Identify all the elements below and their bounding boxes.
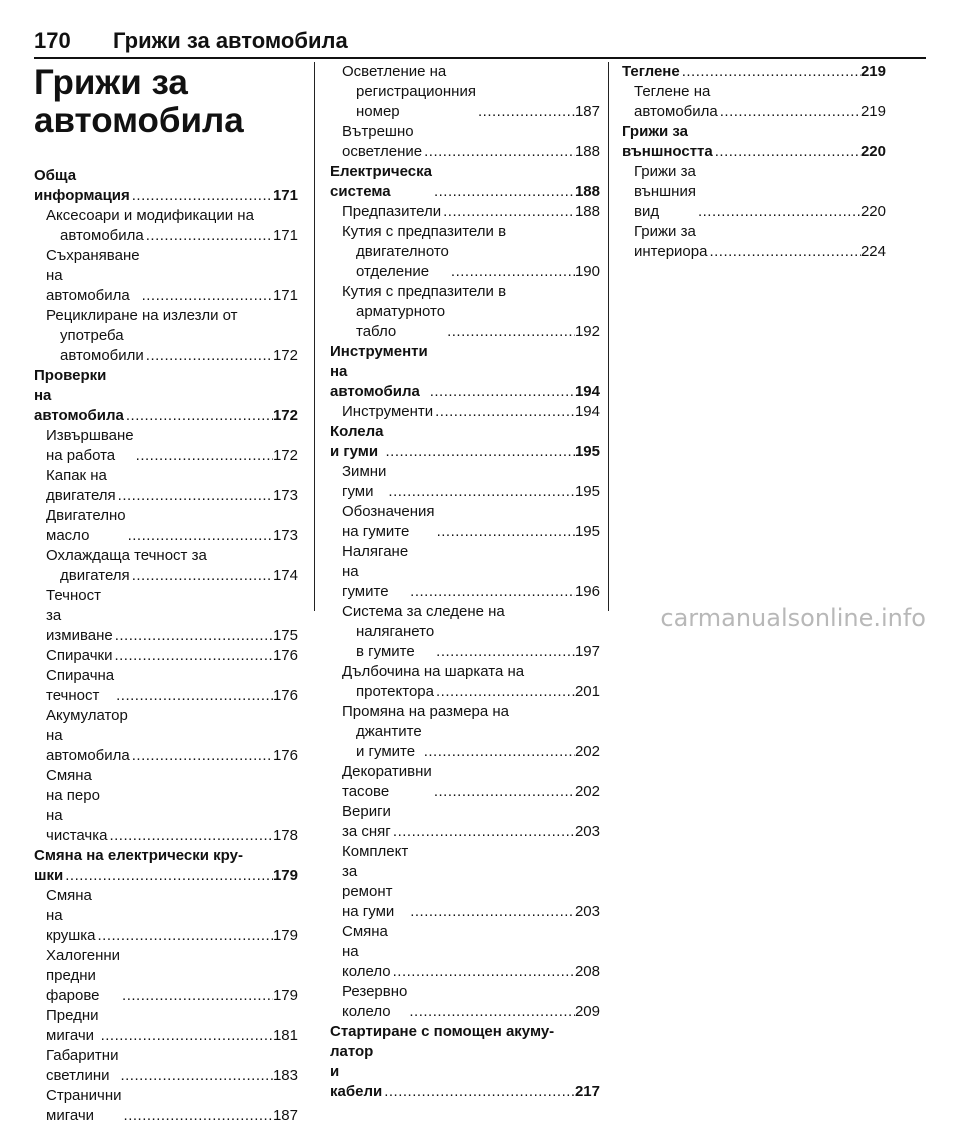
toc-entry[interactable]: [330, 842, 600, 922]
toc-entry[interactable]: [330, 682, 600, 702]
toc-column-3: [622, 62, 886, 262]
toc-section-entry[interactable]: [330, 342, 600, 402]
toc-entry-label: Капак на двигателя: [46, 467, 116, 504]
toc-entry-label: двигателя: [60, 567, 130, 584]
toc-entry-label: Грижи за външния вид: [634, 163, 696, 220]
column-divider: [314, 62, 315, 611]
dot-leader: [107, 826, 273, 846]
dot-leader: [422, 142, 575, 162]
toc-entry[interactable]: [330, 242, 600, 282]
dot-leader: [126, 526, 273, 546]
toc-page-number: 172: [272, 447, 298, 464]
toc-entry[interactable]: [34, 1086, 298, 1126]
dot-leader: [130, 746, 273, 766]
toc-page-number: 219: [860, 103, 886, 120]
toc-section-entry[interactable]: [34, 366, 298, 426]
toc-entry[interactable]: [34, 466, 298, 506]
toc-entry-line: Система за следене на: [342, 603, 505, 620]
dot-leader: [428, 382, 575, 402]
column-divider: [608, 62, 609, 611]
toc-section-entry[interactable]: [34, 866, 298, 886]
toc-entry[interactable]: [330, 82, 600, 122]
toc-section-entry[interactable]: [330, 162, 600, 202]
toc-page-number: 197: [574, 643, 600, 660]
dot-leader: [407, 1002, 575, 1022]
dot-leader: [63, 866, 273, 886]
toc-page-number: 209: [574, 1003, 600, 1020]
toc-entry[interactable]: [330, 302, 600, 342]
toc-entry[interactable]: [330, 622, 600, 662]
toc-page-number: 179: [272, 987, 298, 1004]
toc-entry-line: Смяна на електрически кру-: [34, 847, 243, 864]
toc-entry-label: Обща информация: [34, 167, 130, 204]
toc-entry[interactable]: [330, 802, 600, 842]
toc-entry-label: Странични мигачи: [46, 1087, 122, 1124]
toc-entry-label: Габаритни светлини: [46, 1047, 119, 1084]
toc-page-number: 219: [860, 63, 886, 80]
toc-entry-label: Смяна на крушка: [46, 887, 96, 944]
toc-entry[interactable]: [34, 886, 298, 946]
dot-leader: [122, 1106, 273, 1126]
toc-entry[interactable]: [330, 462, 600, 502]
dot-leader: [408, 582, 575, 602]
dot-leader: [386, 482, 575, 502]
dot-leader: [391, 822, 575, 842]
dot-leader: [449, 262, 575, 282]
dot-leader: [96, 926, 273, 946]
toc-entry-label: Налягане на гумите: [342, 543, 409, 600]
toc-page-number: 176: [272, 747, 298, 764]
toc-page-number: 176: [272, 647, 298, 664]
dot-leader: [144, 226, 273, 246]
toc-page-number: 224: [860, 243, 886, 260]
toc-page-number: 201: [574, 683, 600, 700]
toc-page-number: 217: [574, 1083, 600, 1100]
toc-entry-label: Декоративни тасове: [342, 763, 432, 800]
toc-entry[interactable]: [330, 502, 600, 542]
toc-page-number: 195: [574, 483, 600, 500]
toc-page-number: 195: [574, 523, 600, 540]
dot-leader: [382, 1082, 575, 1102]
dot-leader: [130, 186, 273, 206]
toc-entry[interactable]: [34, 646, 298, 666]
watermark: carmanualsonline.info: [660, 604, 926, 632]
dot-leader: [120, 986, 273, 1006]
dot-leader: [680, 62, 861, 82]
toc-entry-label: Инструменти на автомобила: [330, 343, 428, 400]
toc-entry-label: Инструменти: [342, 403, 434, 420]
toc-page-number: 171: [272, 287, 298, 304]
toc-page-number: 181: [272, 1027, 298, 1044]
toc-page-number: 220: [860, 143, 886, 160]
toc-entry[interactable]: [330, 542, 600, 602]
toc-entry-label: Обозначения на гумите: [342, 503, 435, 540]
toc-section-entry[interactable]: [34, 166, 298, 206]
toc-entry-line: Промяна на размера на: [342, 703, 510, 720]
toc-entry[interactable]: [34, 706, 298, 766]
dot-leader: [99, 1026, 273, 1046]
chapter-title-line: автомобила: [34, 101, 244, 140]
toc-entry[interactable]: [330, 402, 600, 422]
toc-page-number: 179: [272, 867, 298, 884]
toc-entry[interactable]: [34, 246, 298, 306]
toc-entry-label: Комплект за ремонт на гуми: [342, 843, 409, 920]
toc-entry-label: Теглене на автомобила: [634, 83, 718, 120]
toc-page-number: 176: [272, 687, 298, 704]
dot-leader: [441, 202, 575, 222]
toc-entry-label: Течност за измиване: [46, 587, 113, 644]
toc-entry-line: Охлаждаща течност за: [46, 547, 207, 564]
toc-page-number: 202: [574, 783, 600, 800]
toc-page-number: 203: [574, 903, 600, 920]
dot-leader: [391, 962, 575, 982]
toc-entry[interactable]: [34, 566, 298, 586]
dot-leader: [432, 782, 575, 802]
toc-entry-line: Аксесоари и модификации на: [46, 207, 254, 224]
toc-entry-label: Резервно колело: [342, 983, 408, 1020]
dot-leader: [130, 566, 273, 586]
toc-entry-label: употреба автомобили: [60, 327, 144, 364]
toc-entry[interactable]: [34, 946, 298, 1006]
toc-page-number: 202: [574, 743, 600, 760]
page-number: 170: [34, 28, 71, 53]
toc-entry[interactable]: [34, 1006, 298, 1046]
toc-entry[interactable]: [330, 982, 600, 1022]
toc-section-entry[interactable]: [330, 1042, 600, 1102]
dot-leader: [445, 322, 575, 342]
dot-leader: [422, 742, 575, 762]
toc-entry-label: джантите и гумите: [356, 723, 422, 760]
toc-entry-label: Предпазители: [342, 203, 442, 220]
toc-page-number: 188: [574, 143, 600, 160]
toc-page-number: 172: [272, 347, 298, 364]
toc-entry-label: арматурното табло: [356, 303, 446, 340]
toc-page-number: 174: [272, 567, 298, 584]
toc-entry-label: налягането в гумите: [356, 623, 435, 660]
toc-page-number: 171: [272, 227, 298, 244]
toc-list: [622, 62, 886, 262]
toc-page-number: 179: [272, 927, 298, 944]
toc-entry[interactable]: [330, 922, 600, 982]
toc-section-entry[interactable]: [330, 422, 600, 462]
dot-leader: [713, 142, 861, 162]
toc-entry-label: Вътрешно осветление: [342, 123, 423, 160]
toc-entry-label: Грижи за интериора: [634, 223, 708, 260]
dot-leader: [384, 442, 575, 462]
dot-leader: [144, 346, 273, 366]
toc-page-number: 194: [574, 403, 600, 420]
toc-entry-label: Смяна на перо на чистачка: [46, 767, 108, 844]
dot-leader: [696, 202, 861, 222]
toc-entry[interactable]: [622, 222, 886, 262]
toc-column-1: [34, 62, 298, 1126]
toc-entry-line: Дълбочина на шарката на: [342, 663, 525, 680]
toc-entry[interactable]: [330, 202, 600, 222]
toc-entry[interactable]: [34, 426, 298, 466]
toc-page-number: 188: [574, 183, 600, 200]
toc-entry[interactable]: [622, 162, 886, 222]
toc-page-number: 194: [574, 383, 600, 400]
toc-entry-label: Спирачки: [46, 647, 113, 664]
toc-entry[interactable]: [330, 122, 600, 162]
toc-entry[interactable]: [622, 82, 886, 122]
dot-leader: [432, 182, 575, 202]
toc-entry[interactable]: [34, 586, 298, 646]
page-header: [0, 0, 960, 56]
toc-entry-label: протектора: [356, 683, 434, 700]
toc-page-number: 173: [272, 487, 298, 504]
toc-entry-label: Теглене: [622, 63, 680, 80]
toc-entry[interactable]: [34, 226, 298, 246]
toc-entry[interactable]: [330, 762, 600, 802]
dot-leader: [434, 642, 575, 662]
toc-entry-label: Спирачна течност: [46, 667, 115, 704]
dot-leader: [434, 682, 575, 702]
toc-section-entry[interactable]: [622, 62, 886, 82]
toc-page-number: 196: [574, 583, 600, 600]
toc-page-number: 203: [574, 823, 600, 840]
toc-page-number: 195: [574, 443, 600, 460]
toc-entry-label: Електрическа система: [330, 163, 432, 200]
toc-section-entry[interactable]: [622, 122, 886, 162]
dot-leader: [116, 486, 273, 506]
toc-page-number: 171: [272, 187, 298, 204]
running-title: Грижи за автомобила: [113, 28, 348, 53]
chapter-title-line: Грижи за: [34, 63, 188, 102]
toc-entry-line: Осветление на: [342, 63, 447, 80]
toc-entry[interactable]: [330, 722, 600, 762]
dot-leader: [433, 402, 575, 422]
dot-leader: [114, 686, 273, 706]
dot-leader: [476, 102, 575, 122]
toc-entry-label: Халогенни предни фарове: [46, 947, 121, 1004]
toc-entry-label: автомобила: [60, 227, 144, 244]
dot-leader: [113, 626, 273, 646]
toc-entry-label: Извършване на работа: [46, 427, 134, 464]
toc-entry-label: Смяна на колело: [342, 923, 391, 980]
toc-column-2: [330, 62, 600, 1102]
toc-page-number: 175: [272, 627, 298, 644]
toc-page-number: 173: [272, 527, 298, 544]
toc-page-number: 220: [860, 203, 886, 220]
toc-page-number: 187: [574, 103, 600, 120]
toc-entry-label: Зимни гуми: [342, 463, 387, 500]
dot-leader: [408, 902, 575, 922]
toc-entry[interactable]: [34, 1046, 298, 1086]
dot-leader: [435, 522, 575, 542]
toc-page-number: 188: [574, 203, 600, 220]
toc-entry[interactable]: [34, 326, 298, 366]
toc-page-number: 172: [272, 407, 298, 424]
dot-leader: [134, 446, 273, 466]
toc-entry-line: Рециклиране на излезли от: [46, 307, 238, 324]
dot-leader: [112, 646, 273, 666]
header-rule: [34, 57, 926, 59]
chapter-title: [34, 64, 298, 140]
dot-leader: [118, 1066, 273, 1086]
toc-list: [330, 62, 600, 1102]
toc-entry-label: Акумулатор на автомобила: [46, 707, 130, 764]
toc-entry-label: Предни мигачи: [46, 1007, 99, 1044]
toc-page-number: 187: [272, 1107, 298, 1124]
toc-entry[interactable]: [34, 766, 298, 846]
toc-list: [34, 166, 298, 1126]
toc-entry-label: шки: [34, 867, 64, 884]
toc-entry-label: Вериги за сняг: [342, 803, 391, 840]
toc-entry-label: двигателното отделение: [356, 243, 449, 280]
toc-entry-label: Грижи за външността: [622, 123, 713, 160]
toc-entry-line: Кутия с предпазители в: [342, 283, 507, 300]
toc-page-number: 183: [272, 1067, 298, 1084]
toc-entry-label: Двигателно масло: [46, 507, 126, 544]
toc-entry-line: Кутия с предпазители в: [342, 223, 507, 240]
toc-page-number: 190: [574, 263, 600, 280]
toc-entry-label: Колела и гуми: [330, 423, 384, 460]
toc-entry[interactable]: [34, 506, 298, 546]
toc-entry-line: Стартиране с помощен акуму-: [330, 1023, 555, 1040]
dot-leader: [124, 406, 273, 426]
dot-leader: [718, 102, 861, 122]
toc-entry[interactable]: [34, 666, 298, 706]
toc-entry-label: Проверки на автомобила: [34, 367, 124, 424]
dot-leader: [707, 242, 861, 262]
toc-page-number: 178: [272, 827, 298, 844]
toc-entry-label: латор и кабели: [330, 1043, 383, 1100]
toc-page-number: 208: [574, 963, 600, 980]
toc-entry-label: регистрационния номер: [356, 83, 476, 120]
toc-page-number: 192: [574, 323, 600, 340]
toc-entry-label: Съхраняване на автомобила: [46, 247, 140, 304]
dot-leader: [140, 286, 273, 306]
